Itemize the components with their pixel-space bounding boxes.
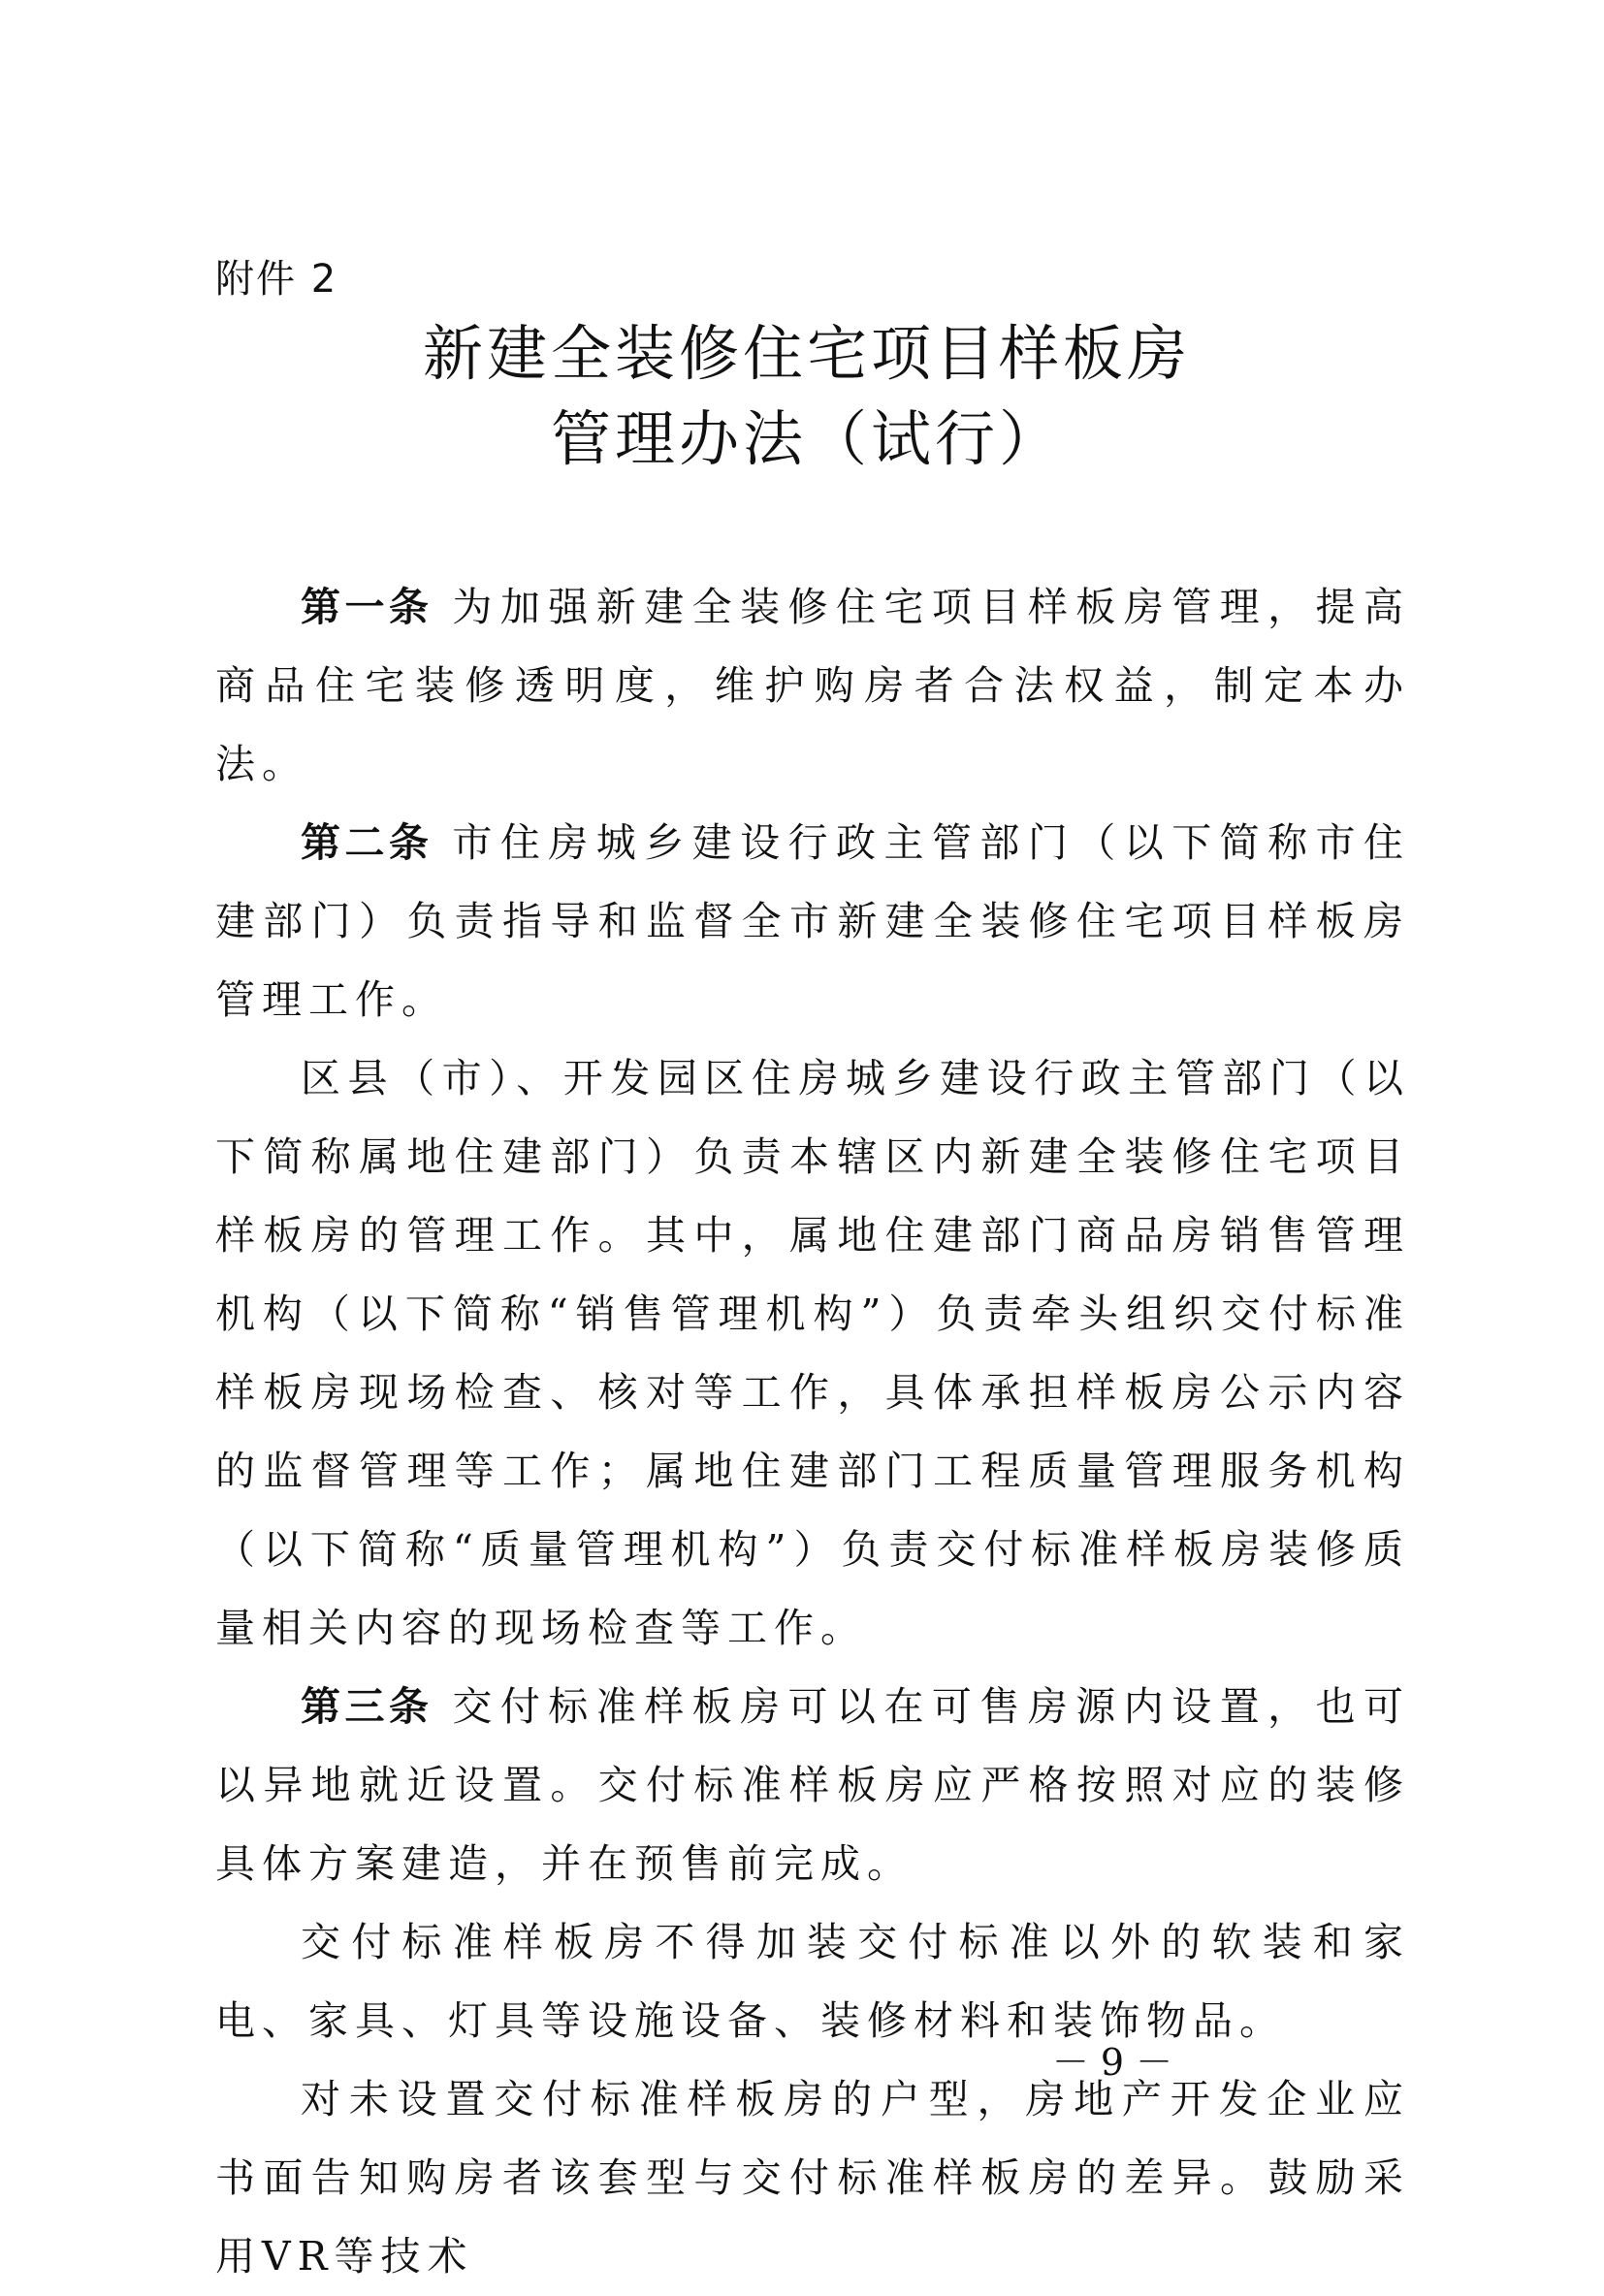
paragraph-article-2: [215, 804, 1410, 1039]
document-body: [215, 568, 1410, 2296]
attachment-label: 附件 2: [215, 257, 338, 302]
paragraph-article-2-continued: [215, 1039, 1410, 1668]
paragraph-article-3: [215, 1668, 1410, 1903]
article-label: 第二条: [301, 819, 433, 866]
article-label: 第三条: [301, 1683, 433, 1730]
paragraph-article-3-continued-1: [215, 1903, 1410, 2060]
paragraph-text: 对未设置交付标准样板房的户型，房地产开发企业应书面告知购房者该套型与交付标准样板房的差异。鼓励采用VR等技术: [215, 2076, 1410, 2280]
page-number: － 9 －: [1051, 2041, 1173, 2084]
paragraph-text: 区县（市）、开发园区住房城乡建设行政主管部门（以下简称属地住建部门）负责本辖区内新建全装修住宅项目样板房的管理工作。其中，属地住建部门商品房销售管理机构（以下简称“销售管理机构”）负责牵头组织交付标准样板房现场检查、核对等工作，具体承担样板房公示内容的监督管理等工作；属地住建部门工程质量管理服务机构（以下简称“质量管理机构”）负责交付标准样板房装修质量相关内容的现场检查等工作。: [215, 1055, 1410, 1651]
document-title-line-2: 管理办法（试行）: [550, 403, 1063, 474]
document-title-line-1: 新建全装修住宅项目样板房: [422, 318, 1191, 389]
paragraph-text: 交付标准样板房不得加装交付标准以外的软装和家电、家具、灯具等设施设备、装修材料和装饰物品。: [215, 1919, 1410, 2044]
article-label: 第一条: [301, 584, 433, 630]
paragraph-article-1: [215, 568, 1410, 804]
paragraph-text: 交付标准样板房可以在可售房源内设置，也可以异地就近设置。交付标准样板房应严格按照对应的装修具体方案建造，并在预售前完成。: [215, 1683, 1411, 1887]
paragraph-text: 为加强新建全装修住宅项目样板房管理，提高商品住宅装修透明度，维护购房者合法权益，制定本办法。: [215, 584, 1411, 787]
paragraph-article-3-continued-2: [215, 2060, 1410, 2296]
paragraph-text: 市住房城乡建设行政主管部门（以下简称市住建部门）负责指导和监督全市新建全装修住宅项目样板房管理工作。: [215, 819, 1411, 1023]
